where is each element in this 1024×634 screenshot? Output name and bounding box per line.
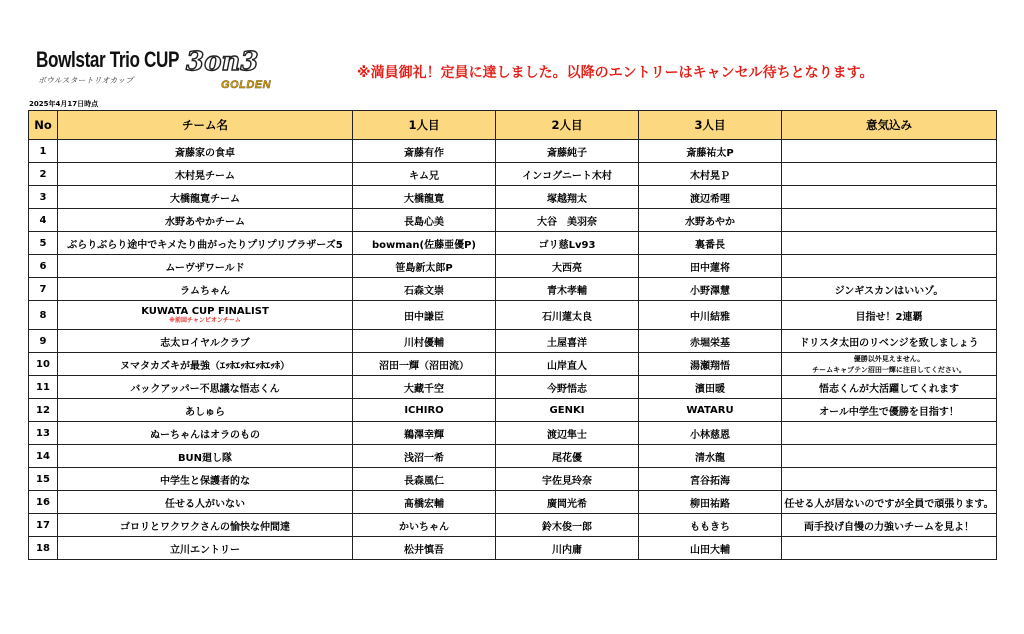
player1-text: 田中謙臣	[404, 311, 444, 323]
team-name-text: 水野あやかチーム	[165, 216, 245, 228]
player3-cell	[639, 422, 782, 445]
table-row	[29, 514, 997, 537]
no-text: 18	[36, 542, 50, 554]
no-text: 2	[39, 168, 47, 180]
player3-text: 斎藤祐太P	[686, 147, 734, 159]
team-name-cell	[58, 376, 353, 399]
no-text: 16	[36, 496, 50, 508]
comment-cell	[782, 232, 997, 255]
table-row	[29, 445, 997, 468]
player3-cell	[639, 163, 782, 186]
player3-text: 裏番長	[695, 239, 725, 251]
no-text: 15	[36, 473, 50, 485]
player3-text: 渡辺希哩	[690, 193, 730, 205]
table-row	[29, 376, 997, 399]
team-name-cell	[58, 278, 353, 301]
player2-cell	[496, 399, 639, 422]
no-cell	[29, 140, 58, 163]
comment-cell	[782, 186, 997, 209]
player2-text: 廣岡光希	[547, 498, 587, 510]
player1-text: 長島心美	[404, 216, 444, 228]
player2-text: 宇佐見玲奈	[542, 475, 592, 487]
player2-text: 石川蓮太良	[542, 311, 592, 323]
no-text: 3	[39, 191, 47, 203]
player1-text: キム兄	[409, 170, 439, 182]
table-row	[29, 353, 997, 376]
player1-text: 浅沼一希	[404, 452, 444, 464]
table-row	[29, 163, 997, 186]
player2-cell	[496, 422, 639, 445]
comment-cell	[782, 163, 997, 186]
player1-cell	[353, 209, 496, 232]
comment-text: ドリスタ太田のリベンジを致しましょう	[799, 337, 979, 349]
player3-text: 湯瀬翔悟	[690, 360, 730, 372]
no-text: 6	[39, 260, 47, 272]
comment-text: 優勝以外見えません。 チームキャプテン沼田一輝に注目してください。	[812, 355, 966, 374]
logo-subtitle: ボウルスタートリオカップ	[38, 76, 134, 85]
no-text: 1	[39, 145, 47, 157]
player3-cell	[639, 186, 782, 209]
player3-cell	[639, 514, 782, 537]
player3-cell	[639, 353, 782, 376]
team-name-cell	[58, 422, 353, 445]
no-cell	[29, 209, 58, 232]
player1-cell	[353, 301, 496, 330]
player2-text: インコグニート木村	[522, 170, 612, 182]
logo-golden: GOLDEN	[221, 79, 272, 91]
player2-text: ゴリ慈Lv93	[538, 239, 596, 251]
no-cell	[29, 163, 58, 186]
team-name-cell	[58, 491, 353, 514]
table-row	[29, 422, 997, 445]
player3-cell	[639, 376, 782, 399]
player2-cell	[496, 163, 639, 186]
team-name-text: 斎藤家の食卓	[175, 147, 235, 159]
player3-text: 水野あやか	[685, 216, 735, 228]
player1-text: 石森文崇	[404, 285, 444, 297]
player1-cell	[353, 376, 496, 399]
comment-text: 目指せ！2連覇	[855, 311, 923, 323]
team-name-text: 木村晃チーム	[175, 170, 235, 182]
team-name-text: BUN廻し隊	[177, 452, 233, 464]
no-text: 17	[36, 519, 50, 531]
player1-text: bowman(佐藤亜優P)	[371, 239, 477, 251]
player2-cell	[496, 330, 639, 353]
header-team: チーム名	[58, 111, 353, 140]
player1-text: 長森風仁	[404, 475, 444, 487]
team-name-text: 立川エントリー	[170, 544, 240, 556]
no-text: 8	[39, 309, 47, 321]
header-comment: 意気込み	[782, 111, 997, 140]
header-no: No	[29, 111, 58, 140]
player2-cell	[496, 186, 639, 209]
comment-text: ジンギスカンはいいゾ。	[834, 285, 944, 297]
team-name-text: 志太ロイヤルクラブ	[160, 337, 250, 349]
as-of-date: 2025年4月17日時点	[29, 100, 99, 108]
comment-cell	[782, 399, 997, 422]
team-name-cell	[58, 353, 353, 376]
team-name-text: ゴロリとワクワクさんの愉快な仲間達	[120, 521, 290, 533]
comment-cell	[782, 278, 997, 301]
player3-cell	[639, 468, 782, 491]
player2-text: 川内庸	[552, 544, 582, 556]
player2-text: 土屋喜洋	[547, 337, 587, 349]
player1-cell	[353, 422, 496, 445]
player1-cell	[353, 232, 496, 255]
table-row	[29, 537, 997, 560]
team-name-text: ムーヴザワールド	[165, 262, 245, 274]
team-name-cell	[58, 514, 353, 537]
table-row	[29, 399, 997, 422]
player3-cell	[639, 537, 782, 560]
player2-cell	[496, 514, 639, 537]
player2-cell	[496, 140, 639, 163]
logo-3on3: 3on3	[186, 47, 259, 77]
no-cell	[29, 255, 58, 278]
team-name-cell	[58, 163, 353, 186]
player3-cell	[639, 140, 782, 163]
player2-cell	[496, 353, 639, 376]
team-name-text: ぶらりぶらり途中でキメたり曲がったりプリプリブラザーズ5	[67, 239, 343, 251]
header-player3: 3人目	[639, 111, 782, 140]
team-name-cell	[58, 468, 353, 491]
player1-text: 髙橋宏輔	[404, 498, 444, 510]
team-name-cell	[58, 232, 353, 255]
team-name-cell	[58, 537, 353, 560]
team-name-text: 大橋龍寛チーム	[170, 193, 240, 205]
table-row	[29, 232, 997, 255]
player3-cell	[639, 330, 782, 353]
player3-cell	[639, 278, 782, 301]
table-row	[29, 491, 997, 514]
player2-cell	[496, 301, 639, 330]
player2-cell	[496, 468, 639, 491]
player1-text: 笹島新太郎P	[395, 262, 453, 274]
player1-text: ICHIRO	[404, 404, 444, 416]
no-cell	[29, 491, 58, 514]
comment-text: 両手投げ自慢の力強いチームを見よ！	[804, 521, 974, 533]
no-cell	[29, 301, 58, 330]
logo-title: Bowlstar Trio CUP	[36, 47, 180, 72]
comment-text: 任せる人が居ないのですが全員で頑張ります。	[784, 498, 994, 510]
team-name-text: ヌマタカズキが最強（ｴｯﾎｴｯﾎｴｯﾎｴｯﾎ）	[120, 360, 290, 372]
player3-cell	[639, 232, 782, 255]
player1-cell	[353, 399, 496, 422]
table-row	[29, 330, 997, 353]
player1-cell	[353, 353, 496, 376]
team-name-cell	[58, 255, 353, 278]
player3-text: 宮谷拓海	[690, 475, 730, 487]
no-text: 9	[39, 335, 47, 347]
player2-cell	[496, 491, 639, 514]
table-row	[29, 255, 997, 278]
team-name-cell	[58, 209, 353, 232]
player2-cell	[496, 537, 639, 560]
player2-text: 斎藤純子	[547, 147, 587, 159]
player3-text: 中川結雅	[690, 311, 730, 323]
team-name-text: バックアッパー不思議な悟志くん	[130, 383, 280, 395]
player3-text: ももきち	[690, 521, 730, 533]
player2-text: 今野悟志	[547, 383, 587, 395]
team-name-text: ぬーちゃんはオラのもの	[150, 429, 260, 441]
comment-cell	[782, 353, 997, 376]
player2-cell	[496, 209, 639, 232]
no-cell	[29, 468, 58, 491]
team-name-cell	[58, 301, 353, 330]
table-row	[29, 278, 997, 301]
no-text: 4	[39, 214, 47, 226]
player2-cell	[496, 232, 639, 255]
player3-text: 清水龍	[695, 452, 725, 464]
team-name-cell	[58, 140, 353, 163]
table-header-row	[29, 111, 997, 140]
header-player1: 1人目	[353, 111, 496, 140]
comment-cell	[782, 140, 997, 163]
player3-text: 木村晃Ｐ	[690, 170, 730, 182]
champion-note: ※前回チャンピオンチーム	[169, 316, 241, 324]
no-cell	[29, 353, 58, 376]
player3-text: 山田大輔	[690, 544, 730, 556]
player3-cell	[639, 399, 782, 422]
player1-cell	[353, 255, 496, 278]
comment-cell	[782, 445, 997, 468]
no-cell	[29, 537, 58, 560]
player2-text: 鈴木俊一郎	[542, 521, 592, 533]
comment-cell	[782, 330, 997, 353]
no-cell	[29, 330, 58, 353]
comment-cell	[782, 255, 997, 278]
player1-text: かいちゃん	[399, 521, 449, 533]
player1-text: 川村優輔	[404, 337, 444, 349]
no-text: 7	[39, 283, 47, 295]
comment-cell	[782, 301, 997, 330]
player2-cell	[496, 278, 639, 301]
team-name-text: 中学生と保護者的な	[160, 475, 250, 487]
no-cell	[29, 422, 58, 445]
player1-cell	[353, 537, 496, 560]
no-text: 10	[36, 358, 50, 370]
no-cell	[29, 232, 58, 255]
player3-text: 小野澤慧	[690, 285, 730, 297]
comment-text: オール中学生で優勝を目指す！	[819, 406, 959, 418]
table-row	[29, 301, 997, 330]
player1-cell	[353, 514, 496, 537]
player2-text: 渡辺隼士	[547, 429, 587, 441]
player1-text: 鵜澤幸輝	[404, 429, 444, 441]
full-capacity-notice: ※満員御礼！定員に達しました。以降のエントリーはキャンセル待ちとなります。	[357, 65, 874, 81]
player1-cell	[353, 140, 496, 163]
player2-cell	[496, 255, 639, 278]
player2-text: 尾花優	[552, 452, 582, 464]
player2-text: 青木孝輔	[547, 285, 587, 297]
player3-cell	[639, 445, 782, 468]
player1-cell	[353, 186, 496, 209]
comment-text: 悟志くんが大活躍してくれます	[819, 383, 959, 395]
no-text: 12	[36, 404, 50, 416]
comment-cell	[782, 422, 997, 445]
team-name-text: 任せる人がいない	[165, 498, 245, 510]
no-text: 5	[39, 237, 47, 249]
player3-text: 濱田暖	[695, 383, 725, 395]
player1-text: 大藏千空	[404, 383, 444, 395]
player2-text: GENKI	[549, 404, 585, 416]
player1-text: 松井慎吾	[404, 544, 444, 556]
player2-text: 大谷 美羽奈	[537, 216, 597, 228]
table-row	[29, 140, 997, 163]
team-name-cell	[58, 330, 353, 353]
no-cell	[29, 278, 58, 301]
entry-table	[28, 110, 997, 560]
team-name-cell	[58, 186, 353, 209]
player1-cell	[353, 163, 496, 186]
comment-cell	[782, 376, 997, 399]
team-name-text: あしゅら	[185, 406, 225, 418]
player3-text: 赤堀栄基	[690, 337, 730, 349]
table-row	[29, 468, 997, 491]
player3-cell	[639, 491, 782, 514]
player3-text: 小林慈恩	[690, 429, 730, 441]
comment-cell	[782, 209, 997, 232]
no-text: 11	[36, 381, 50, 393]
player3-cell	[639, 301, 782, 330]
player1-cell	[353, 445, 496, 468]
player1-text: 斎藤有作	[404, 147, 444, 159]
player3-cell	[639, 255, 782, 278]
header-player2: 2人目	[496, 111, 639, 140]
tournament-logo	[36, 47, 272, 97]
no-cell	[29, 376, 58, 399]
player3-text: WATARU	[686, 404, 734, 416]
player1-text: 沼田一輝（沼田流）	[379, 360, 469, 372]
no-cell	[29, 399, 58, 422]
player2-text: 塚越翔太	[547, 193, 587, 205]
comment-cell	[782, 537, 997, 560]
player3-text: 田中蓮将	[690, 262, 730, 274]
comment-cell	[782, 514, 997, 537]
player2-text: 山岸直人	[547, 360, 587, 372]
comment-cell	[782, 468, 997, 491]
no-text: 14	[36, 450, 50, 462]
player3-cell	[639, 209, 782, 232]
no-cell	[29, 445, 58, 468]
comment-cell	[782, 491, 997, 514]
team-name-text: ラムちゃん	[180, 285, 230, 297]
player2-cell	[496, 376, 639, 399]
player2-text: 大西亮	[552, 262, 582, 274]
player3-text: 柳田祐路	[690, 498, 730, 510]
player1-cell	[353, 468, 496, 491]
player1-cell	[353, 278, 496, 301]
team-name-cell	[58, 399, 353, 422]
team-name-text: KUWATA CUP FINALIST	[141, 305, 269, 317]
team-name-cell	[58, 445, 353, 468]
no-cell	[29, 186, 58, 209]
player1-cell	[353, 330, 496, 353]
table-row	[29, 209, 997, 232]
player1-cell	[353, 491, 496, 514]
player1-text: 大橋龍寛	[404, 193, 444, 205]
no-cell	[29, 514, 58, 537]
table-row	[29, 186, 997, 209]
no-text: 13	[36, 427, 50, 439]
player2-cell	[496, 445, 639, 468]
